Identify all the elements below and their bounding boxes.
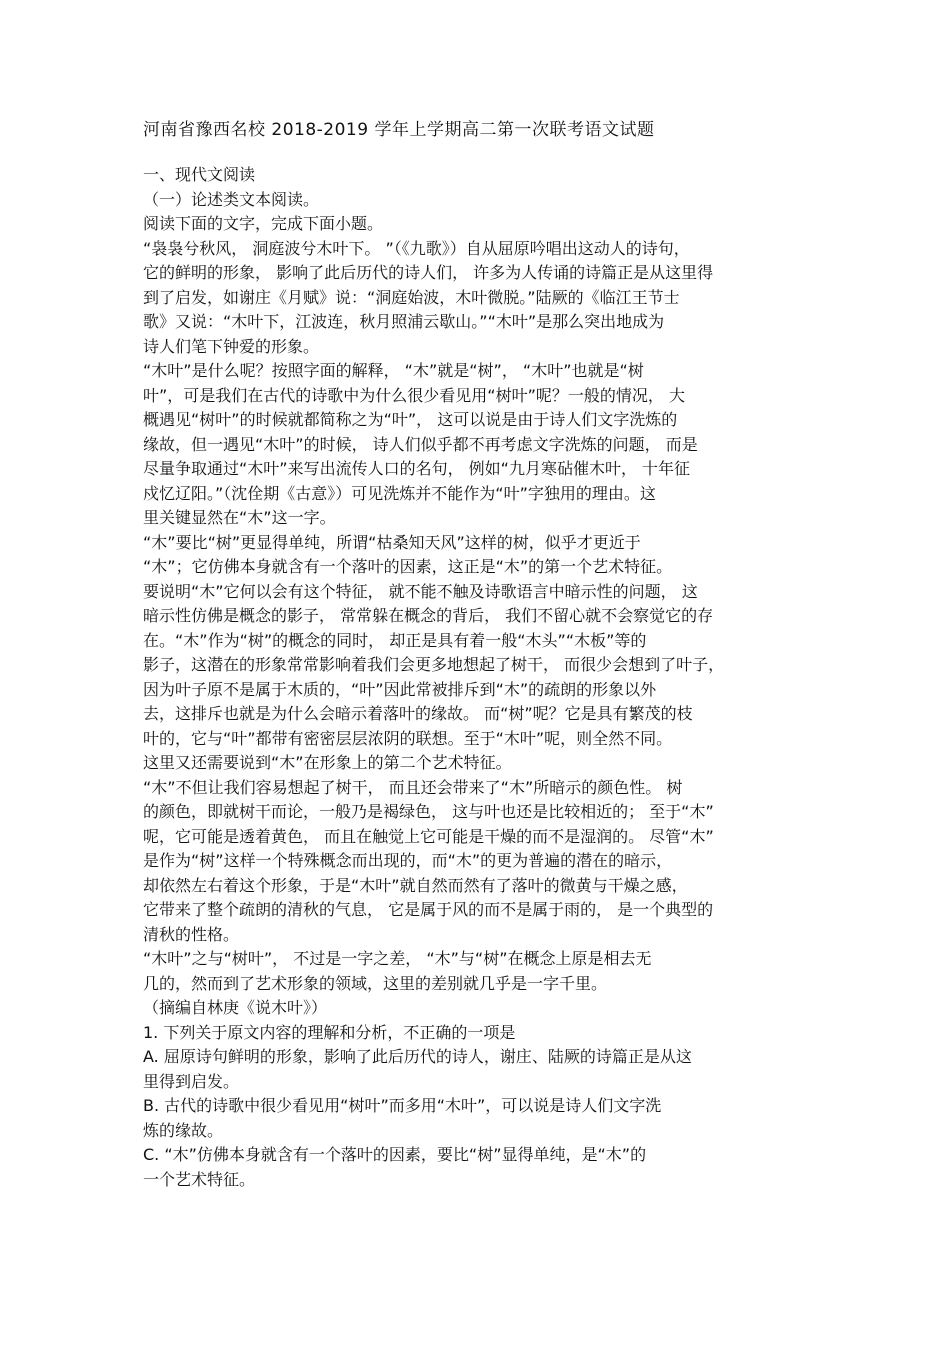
text-line: 它带来了整个疏朗的清秋的气息， 它是属于风的而不是属于雨的， 是一个典型的 [143,900,714,919]
text-line: 1. 下列关于原文内容的理解和分析，不正确的一项是 [143,1022,516,1042]
text-line: （一）论述类文本阅读。 [143,189,320,209]
text-line: “木叶”之与“树叶”， 不过是一字之差， “木”与“树”在概念上原是相去无 [143,949,652,968]
text-line: 到了启发，如谢庄《月赋》说：“洞庭始波，木叶微脱。”陆厥的《临江王节士 [143,287,680,307]
text-line: 叶”，可是我们在古代的诗歌中为什么很少看见用“树叶”呢？一般的情况， 大 [143,385,685,405]
text-line: “木”；它仿佛本身就含有一个落叶的因素，这正是“木”的第一个艺术特征。 [143,557,673,576]
text-line: “木”不但让我们容易想起了树干， 而且还会带来了“木”所暗示的颜色性。 树 [143,777,683,797]
text-line: 一、现代文阅读 [143,165,256,184]
document-body [143,163,823,1192]
text-line: “木”要比“树”更显得单纯，所谓“枯桑知天风”这样的树，似乎才更近于 [143,532,641,552]
text-line: C. “木”仿佛本身就含有一个落叶的因素，要比“树”显得单纯，是“木”的 [143,1145,647,1164]
text-line: 在。“木”作为“树”的概念的同时， 却正是具有着一般“木头”“木板”等的 [143,630,647,650]
text-line: 却依然左右着这个形象，于是“木叶”就自然而然有了落叶的微黄与干燥之感， [143,875,688,895]
text-line: 阅读下面的文字，完成下面小题。 [143,214,384,233]
text-line: A. 屈原诗句鲜明的形象，影响了此后历代的诗人，谢庄、陆厥的诗篇正是从这 [143,1047,692,1066]
text-line: 的颜色，即就树干而论，一般乃是褐绿色， 这与叶也还是比较相近的； 至于“木” [143,802,714,821]
text-line: “袅袅兮秋风， 洞庭波兮木叶下。 ”（《九歌》）自从屈原吟唱出这动人的诗句， [143,238,690,258]
text-line: 歌》又说：“木叶下，江波连，秋月照浦云歇山。”“木叶”是那么突出地成为 [143,312,665,331]
text-line: 这里又还需要说到“木”在形象上的第二个艺术特征。 [143,753,512,772]
text-line: 几的，然而到了艺术形象的领域，这里的差别就几乎是一字千里。 [143,973,608,993]
text-line: （摘编自林庚《说木叶》） [143,998,328,1017]
text-line: 一个艺术特征。 [143,1169,256,1189]
text-line: 概遇见“树叶”的时候就都简称之为“叶”， 这可以说是由于诗人们文字洗炼的 [143,410,678,429]
text-line: 暗示性仿佛是概念的影子， 常常躲在概念的背后， 我们不留心就不会察觉它的存 [143,606,714,625]
text-line: 叶的，它与“叶”都带有密密层层浓阴的联想。至于“木叶”呢，则全然不同。 [143,728,673,748]
text-line: 去，这排斥也就是为什么会暗示着落叶的缘故。 而“树”呢？它是具有繁茂的枝 [143,704,693,723]
text-line: 炼的缘故。 [143,1120,224,1140]
text-line: 清秋的性格。 [143,924,240,944]
text-line: “木叶”是什么呢？按照字面的解释， “木”就是“树”， “木叶”也就是“树 [143,361,644,380]
text-line: 里关键显然在“木”这一字。 [143,508,336,527]
text-line: 戍忆辽阳。”（沈佺期《古意》）可见洗炼并不能作为“叶”字独用的理由。这 [143,483,656,503]
text-line: B. 古代的诗歌中很少看见用“树叶”而多用“木叶”，可以说是诗人们文字洗 [143,1096,662,1115]
text-line: 因为叶子原不是属于木质的，“叶”因此常被排斥到“木”的疏朗的形象以外 [143,679,657,699]
text-line: 缘故，但一遇见“木叶”的时候， 诗人们似乎都不再考虑文字洗炼的问题， 而是 [143,434,698,454]
text-line: 尽量争取通过“木叶”来写出流传人口的名句， 例如“九月寒砧催木叶， 十年征 [143,459,691,478]
document-title: 河南省豫西名校 2018-2019 学年上学期高二第一次联考语文试题 [143,120,655,140]
text-line: 诗人们笔下钟爱的形象。 [143,336,320,356]
text-line: 要说明“木”它何以会有这个特征， 就不能不触及诗歌语言中暗示性的问题， 这 [143,581,698,601]
text-line: 影子，这潜在的形象常常影响着我们会更多地想起了树干， 而很少会想到了叶子， [143,655,725,674]
text-line: 里得到启发。 [143,1071,240,1091]
text-line: 它的鲜明的形象， 影响了此后历代的诗人们， 许多为人传诵的诗篇正是从这里得 [143,263,714,282]
text-line: 是作为“树”这样一个特殊概念而出现的，而“木”的更为普遍的潜在的暗示， [143,851,673,870]
text-line: 呢，它可能是透着黄色， 而且在触觉上它可能是干燥的而不是湿润的。 尽管“木” [143,826,714,846]
